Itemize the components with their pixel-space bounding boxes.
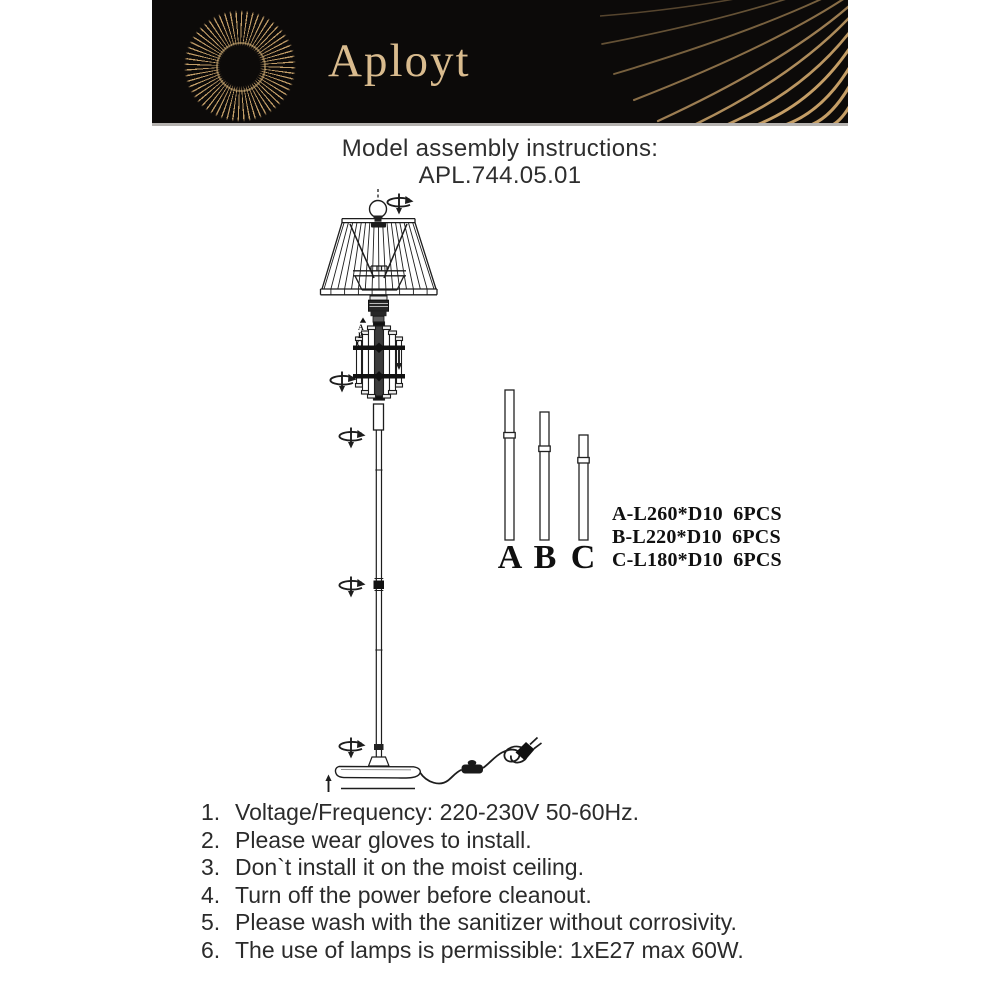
bulb-icon — [370, 189, 387, 228]
item-text: The use of lamps is permissible: 1xE27 max 60W. — [235, 936, 744, 963]
rotation-arrow-icon — [339, 738, 365, 759]
cluster-label-a: A — [358, 323, 364, 332]
instructions-list — [0, 799, 1000, 965]
item-number: 2. — [201, 826, 221, 853]
list-item — [0, 799, 1000, 827]
list-item — [0, 937, 1000, 965]
part-label-a: A — [497, 539, 523, 576]
lamp-base — [335, 767, 420, 789]
part-spec-b: B-L220*D10 6PCS — [612, 526, 781, 548]
model-number: APL.744.05.01 — [418, 162, 582, 189]
rod-c — [579, 435, 588, 540]
lamp-pole — [369, 404, 390, 766]
power-cord — [420, 738, 542, 784]
item-number: 1. — [201, 799, 221, 825]
rod-b — [540, 412, 549, 540]
inline-switch — [462, 765, 484, 774]
item-number: 5. — [201, 909, 221, 936]
part-spec-c: C-L180*D10 6PCS — [612, 549, 782, 571]
item-text: Voltage/Frequency: 220-230V 50-60Hz. — [235, 799, 640, 825]
item-text: Don`t install it on the moist ceiling. — [235, 854, 584, 881]
rod-a — [505, 390, 514, 540]
parts-rods — [504, 390, 589, 540]
rotation-arrow-icon — [339, 577, 365, 598]
item-number: 3. — [201, 854, 221, 881]
item-text: Please wear gloves to install. — [235, 826, 532, 853]
brand-name: Aployt — [328, 35, 471, 87]
item-number: 4. — [201, 881, 221, 908]
lamp-shade — [321, 219, 438, 295]
part-label-c: C — [570, 539, 596, 576]
list-item — [0, 882, 1000, 910]
cluster-label-b: B — [358, 331, 364, 340]
item-text: Turn off the power before cleanout. — [235, 881, 592, 908]
page-title: Model assembly instructions: — [341, 135, 659, 162]
list-item — [0, 827, 1000, 855]
lamp-socket — [369, 296, 389, 322]
rotation-arrow-icon — [339, 428, 365, 449]
part-label-b: B — [533, 539, 557, 576]
part-spec-a: A-L260*D10 6PCS — [612, 503, 782, 525]
cluster-label-c: C — [356, 339, 363, 348]
rotation-arrow-icon — [387, 194, 413, 215]
up-arrow-icon — [325, 775, 331, 793]
crystal-rod-cluster — [353, 318, 405, 401]
rotation-arrow-icon — [330, 372, 356, 393]
list-item — [0, 854, 1000, 882]
list-item — [0, 909, 1000, 937]
item-number: 6. — [201, 936, 221, 963]
item-text: Please wash with the sanitizer without corrosivity. — [235, 909, 737, 936]
